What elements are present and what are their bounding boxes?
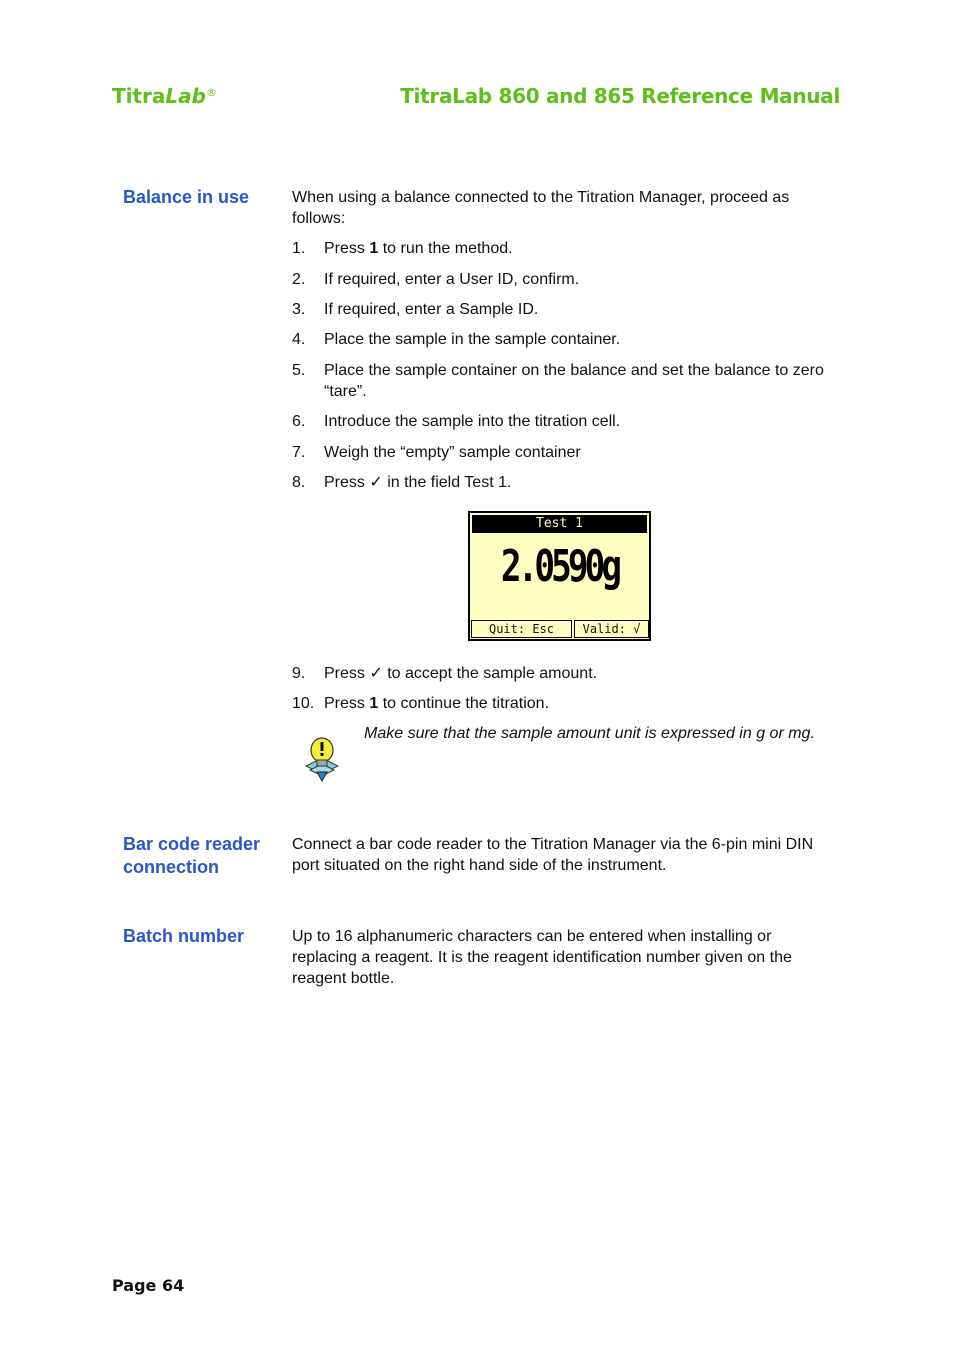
- step-text: Place the sample in the sample container.: [324, 331, 621, 348]
- brand-prefix: Titra: [112, 84, 166, 108]
- step-text: If required, enter a Sample ID.: [324, 301, 539, 318]
- brand-registered-mark: ®: [205, 86, 217, 99]
- page-number: Page 64: [112, 1276, 185, 1295]
- step-number: 7.: [292, 444, 306, 461]
- section-title-barcode: Bar code reader connection: [123, 834, 261, 877]
- step-number: 4.: [292, 331, 306, 348]
- step-text: Introduce the sample into the titration cell.: [324, 413, 621, 430]
- lcd-softkey-quit: Quit: Esc: [471, 620, 572, 638]
- step-number: 8.: [292, 474, 306, 491]
- step-item: [292, 299, 837, 320]
- step-number: 5.: [292, 362, 306, 379]
- step-number: 10.: [292, 695, 315, 712]
- step-text: Press ✓ to accept the sample amount.: [324, 665, 598, 682]
- step-text: Weigh the “empty” sample container: [324, 444, 581, 461]
- step-item: [292, 411, 837, 432]
- step-number: 1.: [292, 240, 306, 257]
- step-item: [292, 238, 837, 259]
- manual-title: TitraLab 860 and 865 Reference Manual: [400, 84, 840, 108]
- brand-italic: Lab: [165, 84, 206, 108]
- step-item: [292, 329, 837, 350]
- step-text: Press 1 to run the method.: [324, 240, 513, 257]
- section-title-batch: Batch number: [123, 926, 245, 946]
- brand-logo: [112, 84, 217, 108]
- note-text: Make sure that the sample amount unit is expressed in g or mg.: [364, 725, 815, 742]
- step-item: [292, 442, 837, 463]
- step-item: [292, 663, 837, 684]
- step-item: [292, 472, 837, 493]
- step-item: [292, 693, 837, 714]
- step-text: Press ✓ in the field Test 1.: [324, 474, 512, 491]
- step-number: 9.: [292, 665, 306, 682]
- lcd-screen: [468, 511, 651, 641]
- lcd-softkey-valid: Valid: √: [574, 620, 649, 638]
- lcd-title: Test 1: [472, 515, 647, 533]
- barcode-text: Connect a bar code reader to the Titration Manager via the 6-pin mini DIN port situated on the right hand side of the instrument.: [292, 836, 814, 874]
- step-number: 2.: [292, 271, 306, 288]
- section-title-balance: Balance in use: [123, 187, 250, 207]
- step-text: Press 1 to continue the titration.: [324, 695, 550, 712]
- batch-text: Up to 16 alphanumeric characters can be entered when installing or replacing a reagent. It is the reagent identification number given on the reagent bottle.: [292, 928, 792, 987]
- step-item: [292, 360, 837, 402]
- lightbulb-note-icon: [305, 736, 339, 782]
- lcd-sample-value: 2.0590g: [500, 541, 619, 592]
- step-text: If required, enter a User ID, confirm.: [324, 271, 580, 288]
- step-item: [292, 269, 837, 290]
- balance-intro: When using a balance connected to the Titration Manager, proceed as follows:: [292, 189, 790, 227]
- step-number: 6.: [292, 413, 306, 430]
- step-text: Place the sample container on the balance and set the balance to zero “tare”.: [324, 362, 824, 400]
- step-number: 3.: [292, 301, 306, 318]
